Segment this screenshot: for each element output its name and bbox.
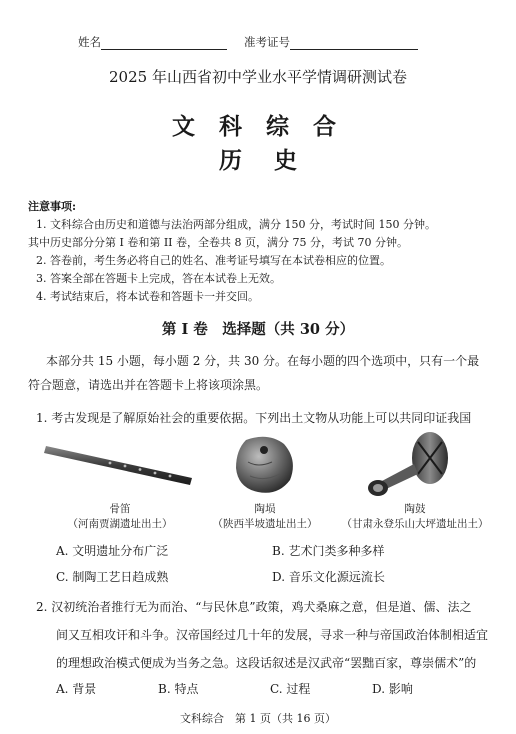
section-title: 第 I 卷 选择题（共 30 分）	[161, 321, 355, 338]
question-2-line-3: 的理想政治模式便成为当务之急。这段话叙述是汉武帝“罢黜百家，尊崇儒术”的	[56, 656, 477, 670]
q2-option-c: C. 过程	[270, 682, 311, 696]
exam-number-blank	[290, 37, 418, 50]
question-2-line-1: 2. 汉初统治者推行无为而治、“与民休息”政策，鸡犬桑麻之意，但是道、儒、法之	[36, 600, 472, 614]
question-1-stem: 1. 考古发现是了解原始社会的重要依据。下列出土文物从功能上可以共同印证我国	[36, 411, 472, 425]
bone-flute-name: 骨笛	[109, 503, 131, 515]
page-footer: 文科综合 第 1 页（共 16 页）	[180, 712, 336, 725]
clay-xun-origin: （陕西半坡遗址出土）	[212, 518, 318, 530]
clay-drum-origin: （甘肃永登乐山大坪遗址出土）	[341, 518, 489, 530]
bone-flute-figure	[40, 438, 200, 498]
q2-option-a: A. 背景	[56, 682, 97, 696]
clay-drum-name: 陶鼓	[404, 503, 426, 515]
q2-option-b: B. 特点	[158, 682, 199, 696]
q1-option-a: A. 文明遗址分布广泛	[56, 544, 169, 558]
exam-title: 2025 年山西省初中学业水平学情调研测试卷	[109, 68, 407, 86]
name-field	[78, 34, 227, 50]
name-blank	[101, 37, 227, 50]
section-intro-line-2: 符合题意，请选出并在答题卡上将该项涂黑。	[28, 378, 269, 392]
subject-subtitle: 历 史	[218, 147, 298, 174]
clay-xun-name: 陶埙	[254, 503, 276, 515]
bone-flute-origin: （河南贾湖遗址出土）	[67, 518, 173, 530]
section-intro-line-1: 本部分共 15 小题，每小题 2 分，共 30 分。在每小题的四个选项中，只有一个最	[46, 354, 480, 368]
notes-item-3: 3. 答案全部在答题卡上完成，答在本试卷上无效。	[36, 272, 281, 285]
notes-item-2: 2. 答卷前，考生务必将自己的姓名、准考证号填写在本试卷相应的位置。	[36, 254, 391, 267]
notes-title: 注意事项:	[28, 200, 77, 213]
clay-drum-figure	[358, 428, 450, 500]
notes-item-4: 4. 考试结束后，将本试卷和答题卡一并交回。	[36, 290, 259, 303]
q1-option-b: B. 艺术门类多种多样	[272, 544, 385, 558]
q1-option-d: D. 音乐文化源远流长	[272, 570, 385, 584]
q2-option-d: D. 影响	[372, 682, 413, 696]
bone-flute-image	[40, 438, 200, 498]
q1-option-c: C. 制陶工艺日趋成熟	[56, 570, 169, 584]
clay-drum-image	[358, 428, 450, 500]
name-label: 姓名	[78, 35, 101, 49]
clay-xun-image	[228, 432, 302, 498]
notes-item-1-cont: 其中历史部分分第 I 卷和第 II 卷，全卷共 8 页，满分 75 分，考试 70 分钟。	[28, 236, 408, 249]
notes-item-1: 1. 文科综合由历史和道德与法治两部分组成，满分 150 分，考试时间 150 分钟。	[36, 218, 436, 231]
exam-number-field	[244, 34, 418, 50]
question-2-line-2: 间又互相攻讦和斗争。汉帝国经过几十年的发展，寻求一种与帝国政治体制相适宜	[56, 628, 489, 642]
subject-title: 文 科 综 合	[171, 113, 345, 140]
exam-number-label: 准考证号	[244, 35, 290, 49]
clay-xun-figure	[228, 432, 302, 498]
